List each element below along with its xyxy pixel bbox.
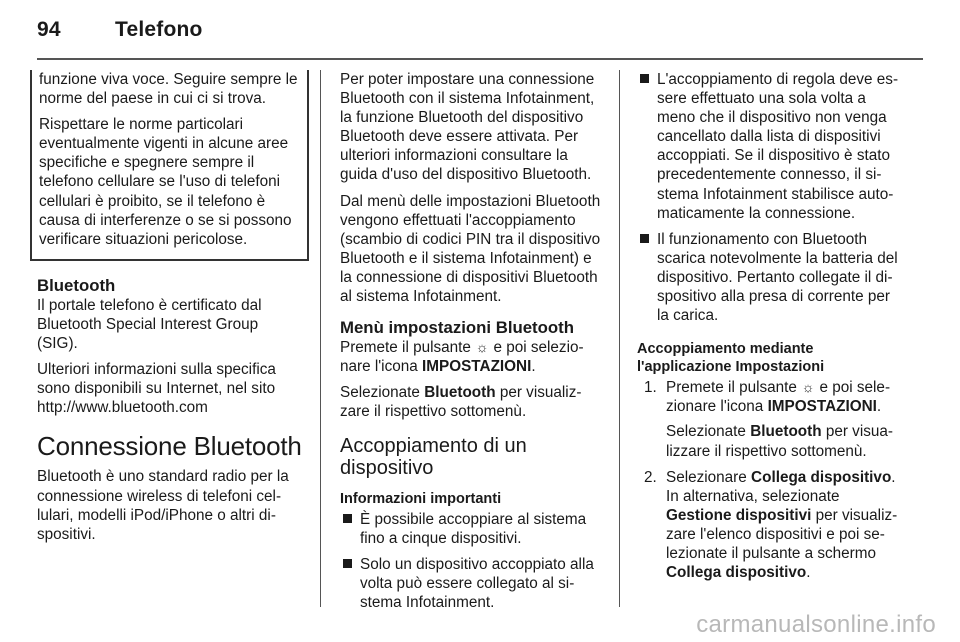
list-item: Solo un dispositivo accoppiato alla volta può essere collegato al sistema Infotainment. <box>340 555 605 612</box>
paragraph: Ulteriori informazioni sulla specifica sono disponibili su Internet, nel sito http://www.bluetooth.com <box>37 361 276 417</box>
bullet-icon <box>640 234 649 243</box>
paragraph: Dal menù delle impostazioni Bluetooth vengono effettuati l'accoppiamento (scambio di codici PIN tra il dispositivo Bluetooth e il sistema Infotainment) e la connessione di dispositivi Bluetooth al sistema Infotainment. <box>340 192 601 306</box>
column-divider <box>320 70 321 607</box>
step-number: 1. <box>644 379 657 397</box>
bullet-list <box>340 510 605 612</box>
paragraph: Premete il pulsante ☼ e poi selezionare l'icona IMPOSTAZIONI. <box>340 339 584 376</box>
step-item: 1. Premete il pulsante ☼ e poi selezionare l'icona IMPOSTAZIONI. Selezionate Bluetooth per visualizzare il rispettivo sottomenù. <box>644 379 894 460</box>
column-1 <box>37 70 302 551</box>
column-divider <box>619 70 620 607</box>
section-heading-pairing: Accoppiamento di un dispositivo <box>340 434 527 479</box>
paragraph: Per poter impostare una connessione Bluetooth con il sistema Infotainment, la funzione Bluetooth del dispositivo Bluetooth deve essere attivata. Per ulteriori informazioni consultare la guida d'uso del dispositivo Bluetooth. <box>340 71 595 184</box>
page-number: 94 <box>37 18 61 41</box>
step-item: 2. Selezionare Collega dispositivo. In alternativa, selezionate Gestione dispositivi per visualizzare l'elenco dispositivi e poi selezionate il pulsante a schermo Collega dispositivo. <box>644 468 898 582</box>
page-title: Telefono <box>115 18 203 41</box>
chapter-heading-connection: Connessione Bluetooth <box>37 431 302 462</box>
list-item: Il funzionamento con Bluetooth scarica notevolmente la batteria del dispositivo. Pertanto collegate il dispositivo alla presa di corrente per la carica. <box>637 230 903 325</box>
list-item: L'accoppiamento di regola deve essere effettuato una sola volta a meno che il dispositivo non venga cancellato dalla lista di dispositivi accoppiati. Se il dispositivo è stato precedentemente connesso, il sistema Infotainment stabilisce automaticamente la connessione. <box>637 70 903 223</box>
warning-box <box>30 70 309 261</box>
numbered-list <box>637 378 903 582</box>
gear-icon: ☼ <box>801 379 815 396</box>
step-number: 2. <box>644 468 657 486</box>
column-3 <box>637 70 903 589</box>
header-rule <box>37 58 923 60</box>
bullet-icon <box>640 74 649 83</box>
bullet-list <box>637 70 903 325</box>
paragraph: Selezionate Bluetooth per visualizzare il rispettivo sottomenù. <box>340 384 582 421</box>
bullet-icon <box>343 514 352 523</box>
paragraph: Il portale telefono è certificato dal Bluetooth Special Interest Group (SIG). <box>37 296 262 353</box>
column-2 <box>340 70 605 619</box>
warning-paragraph: Rispettare le norme particolari eventualmente vigenti in alcune aree specifiche e spegnere sempre il telefono cellulare se l'uso di telefoni cellulari è proibito, se il telefono è causa di interferenze o se si possono verificare situazioni pericolose. <box>39 116 292 248</box>
bullet-icon <box>343 559 352 568</box>
list-item: È possibile accoppiare al sistema fino a cinque dispositivi. <box>340 510 605 548</box>
warning-paragraph: funzione viva voce. Seguire sempre le norme del paese in cui ci si trova. <box>39 71 298 108</box>
watermark: carmanualsonline.info <box>696 611 936 638</box>
section-heading-bluetooth: Bluetooth <box>37 275 116 295</box>
section-heading-menu: Menù impostazioni Bluetooth <box>340 318 574 338</box>
gear-icon: ☼ <box>475 339 489 356</box>
paragraph: Bluetooth è uno standard radio per la connessione wireless di telefoni cellulari, modelli iPod/iPhone o altri dispositivi. <box>37 468 289 543</box>
subheading-app-pairing: Accoppiamento mediante l'applicazione Impostazioni <box>637 341 825 375</box>
subheading-info: Informazioni importanti <box>340 490 502 507</box>
